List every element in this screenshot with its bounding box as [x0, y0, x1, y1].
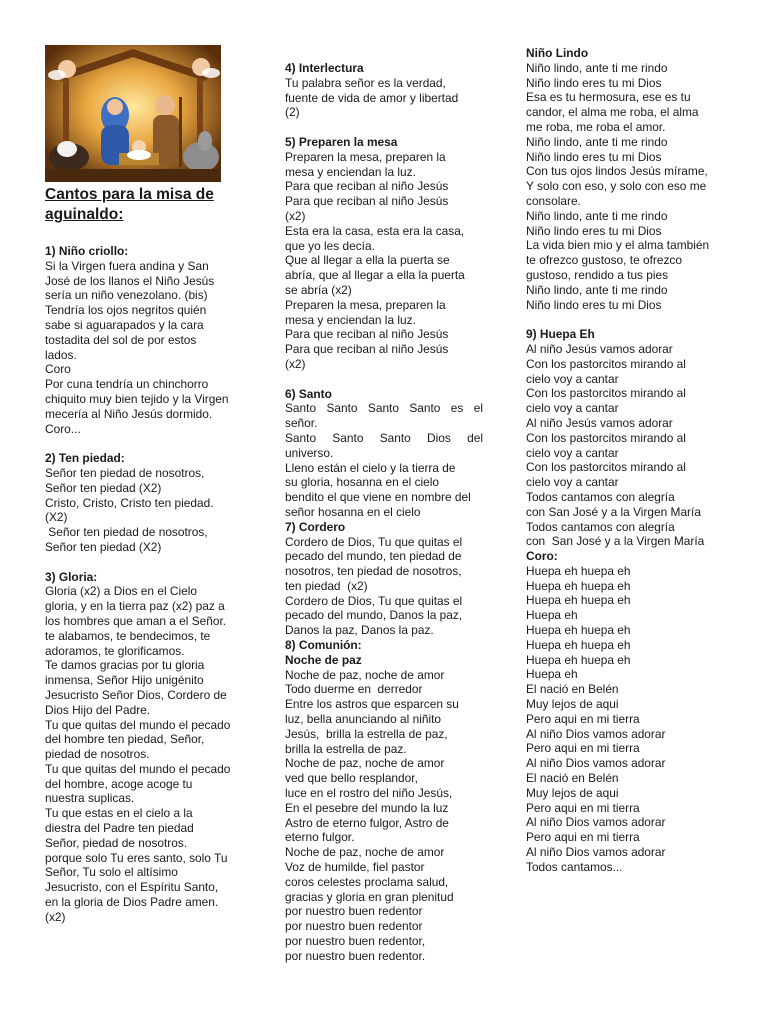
section-gloria: [45, 584, 245, 924]
lyric-line: Niño lindo, ante ti me rindo: [526, 208, 668, 223]
lyric-line: por nuestro buen redentor: [285, 919, 423, 934]
lyric-line: Con tus ojos lindos Jesús mírame,: [526, 164, 708, 179]
document-title: [45, 185, 245, 225]
lyric-line: señor.: [285, 416, 318, 431]
lyric-line: Tu que quitas del mundo el pecado: [45, 761, 231, 776]
lyric-line: tostadita del sol de por estos: [45, 332, 197, 347]
lyric-line: La vida bien mio y el alma también: [526, 238, 710, 253]
lyric-line: El nació en Belén: [526, 682, 619, 697]
lyric-line: Todos cantamos...: [526, 859, 623, 874]
heading-huepa-eh: 9) Huepa Eh: [526, 327, 595, 342]
lyric-line: Santo Santo Santo Santo es el: [285, 401, 483, 416]
lyric-line: Con los pastorcitos mirando al: [526, 356, 686, 371]
lyric-line: Señor, Tu solo el altísimo: [45, 865, 178, 880]
lyric-line: El nació en Belén: [526, 771, 619, 786]
lyric-line: Coro: [45, 362, 71, 377]
lyric-line: Santo Santo Santo Dios del: [285, 430, 483, 445]
lyric-line: bendito el que viene en nombre del: [285, 490, 471, 505]
lyric-line: Niño lindo eres tu mi Dios: [526, 149, 662, 164]
lyric-line: Esa es tu hermosura, ese es tu: [526, 90, 691, 105]
lyric-line: Al niño Dios vamos adorar: [526, 845, 666, 860]
lyric-line: eterno fulgor.: [285, 830, 355, 845]
lyric-line: Cordero de Dios, Tu que quitas el: [285, 534, 463, 549]
lyric-line: Pero aqui en mi tierra: [526, 800, 640, 815]
lyric-line: piedad de nosotros.: [45, 747, 150, 762]
lyric-line: Niño lindo eres tu mi Dios: [526, 75, 662, 90]
lyric-line: Jesús, brilla la estrella de paz,: [285, 726, 448, 741]
lyric-line: cielo voy a cantar: [526, 445, 619, 460]
lyric-line: Por cuna tendría un chinchorro: [45, 377, 209, 392]
lyric-line: Huepa eh huepa eh: [526, 623, 631, 638]
lyric-line: Te damos gracias por tu gloria: [45, 658, 205, 673]
lyric-line: Jesucristo, con el Espíritu Santo,: [45, 880, 219, 895]
lyric-line: Dios Hijo del Padre.: [45, 702, 151, 717]
lyric-line: en la gloria de Dios Padre amen.: [45, 895, 219, 910]
lyric-line: inmensa, Señor Hijo unigénito: [45, 673, 204, 688]
lyric-line: Huepa eh huepa eh: [526, 593, 631, 608]
lyric-line: nuestra suplicas.: [45, 791, 135, 806]
column-3: [526, 46, 726, 875]
lyric-line: me roba, me roba el amor.: [526, 119, 666, 134]
lyric-line: lados.: [45, 347, 77, 362]
lyric-line: Todos cantamos con alegría: [526, 519, 675, 534]
lyric-line: ved que bello resplandor,: [285, 771, 418, 786]
heading-santo: 6) Santo: [285, 386, 332, 401]
lyric-line: José de los llanos el Niño Jesús: [45, 273, 215, 288]
lyric-line: sabe si aguarapados y la cara: [45, 317, 204, 332]
lyric-line: Con los pastorcitos mirando al: [526, 430, 686, 445]
heading-gloria: 3) Gloria:: [45, 569, 98, 584]
lyric-line: pecado del mundo, Danos la paz,: [285, 608, 463, 623]
lyric-line: Huepa eh huepa eh: [526, 652, 631, 667]
section-noche-de-paz: [285, 668, 483, 964]
section-cordero: [285, 535, 483, 639]
lyric-line: (x2): [285, 356, 306, 371]
lyric-line: (2): [285, 105, 300, 120]
lyric-line: Danos la paz, Danos la paz.: [285, 623, 434, 638]
lyric-line: por nuestro buen redentor,: [285, 934, 426, 949]
heading-ten-piedad: 2) Ten piedad:: [45, 451, 125, 466]
lyric-line: Al niño Dios vamos adorar: [526, 815, 666, 830]
section-preparen-la-mesa: [285, 150, 483, 372]
lyric-line: por nuestro buen redentor: [285, 904, 423, 919]
lyric-line: Para que reciban al niño Jesús: [285, 342, 449, 357]
section-huepa-eh: [526, 342, 726, 549]
lyric-line: ten piedad (x2): [285, 578, 368, 593]
lyric-line: Todos cantamos con alegría: [526, 489, 675, 504]
section-huepa-eh-coro: [526, 564, 726, 875]
lyric-line: candor, el alma me roba, el alma: [526, 105, 699, 120]
lyric-line: mecería al Niño Jesús dormido.: [45, 406, 213, 421]
lyric-line: luce en el rostro del niño Jesús,: [285, 786, 453, 801]
lyric-line: Huepa eh: [526, 667, 578, 682]
lyric-line: Tendría los ojos negritos quién: [45, 303, 207, 318]
lyric-line: cielo voy a cantar: [526, 401, 619, 416]
lyric-line: Para que reciban al niño Jesús: [285, 179, 449, 194]
lyric-line: adoramos, te glorificamos.: [45, 643, 185, 658]
lyric-line: Que al llegar a ella la puerta se: [285, 253, 450, 268]
lyric-line: Señor ten piedad (X2): [45, 539, 162, 554]
lyric-line: te ofrezco gustoso, te ofrezco: [526, 253, 682, 268]
heading-preparen-la-mesa: 5) Preparen la mesa: [285, 134, 398, 149]
lyric-line: Huepa eh huepa eh: [526, 563, 631, 578]
section-santo: [285, 401, 483, 519]
heading-noche-de-paz: Noche de paz: [285, 652, 362, 667]
lyric-line: del hombre ten piedad, Señor,: [45, 732, 205, 747]
lyric-line: (X2): [45, 510, 68, 525]
lyric-line: Tu que quitas del mundo el pecado: [45, 717, 231, 732]
lyric-line: Si la Virgen fuera andina y San: [45, 258, 209, 273]
lyric-line: Cristo, Cristo, Cristo ten piedad.: [45, 495, 214, 510]
lyric-line: Todo duerme en derredor: [285, 682, 423, 697]
lyric-line: Y solo con eso, y solo con eso me: [526, 179, 707, 194]
lyric-line: Entre los astros que esparcen su: [285, 697, 459, 712]
lyric-line: fuente de vida de amor y libertad: [285, 90, 459, 105]
lyric-line: Al niño Dios vamos adorar: [526, 756, 666, 771]
lyric-line: Niño lindo, ante ti me rindo: [526, 60, 668, 75]
lyric-line: por nuestro buen redentor.: [285, 948, 426, 963]
lyric-line: mesa y enciendan la luz.: [285, 164, 416, 179]
lyric-line: Muy lejos de aqui: [526, 697, 619, 712]
nativity-illustration: [45, 45, 221, 182]
heading-cordero: 7) Cordero: [285, 519, 346, 534]
lyric-line: Esta era la casa, esta era la casa,: [285, 223, 465, 238]
lyric-line: cielo voy a cantar: [526, 371, 619, 386]
lyric-line: Para que reciban al niño Jesús: [285, 327, 449, 342]
lyric-line: Al niño Jesús vamos adorar: [526, 341, 673, 356]
lyric-line: Niño lindo eres tu mi Dios: [526, 223, 662, 238]
heading-comunion: 8) Comunión:: [285, 638, 362, 653]
lyric-line: brilla la estrella de paz.: [285, 741, 407, 756]
lyric-line: Huepa eh: [526, 608, 578, 623]
nativity-scene-image: [45, 45, 221, 182]
lyric-line: abría, que al llegar a ella la puerta: [285, 268, 465, 283]
lyric-line: Preparen la mesa, preparen la: [285, 297, 446, 312]
lyric-line: Noche de paz, noche de amor: [285, 667, 445, 682]
lyric-line: Coro...: [45, 421, 81, 436]
lyric-line: Con los pastorcitos mirando al: [526, 386, 686, 401]
section-nino-lindo: [526, 61, 726, 313]
heading-coro: Coro:: [526, 549, 558, 564]
lyric-line: Muy lejos de aqui: [526, 785, 619, 800]
lyric-line: Tu palabra señor es la verdad,: [285, 75, 446, 90]
lyric-line: (x2): [285, 208, 306, 223]
lyric-line: Para que reciban al niño Jesús: [285, 194, 449, 209]
title-line-2: aguinaldo:: [45, 206, 124, 223]
lyric-line: universo.: [285, 445, 334, 460]
lyric-line: con San José y a la Virgen María: [526, 504, 701, 519]
lyric-line: (x2): [45, 909, 66, 924]
lyric-line: Huepa eh huepa eh: [526, 637, 631, 652]
lyric-line: su gloria, hosanna en el cielo: [285, 475, 440, 490]
lyric-line: Huepa eh huepa eh: [526, 578, 631, 593]
lyric-line: porque solo Tu eres santo, solo Tu: [45, 850, 228, 865]
lyric-line: luz, bella anunciando al niñito: [285, 712, 442, 727]
lyric-line: con San José y a la Virgen María: [526, 534, 705, 549]
heading-interlectura: 4) Interlectura: [285, 61, 364, 75]
lyric-line: diestra del Padre ten piedad: [45, 821, 194, 836]
lyric-line: Preparen la mesa, preparen la: [285, 149, 446, 164]
lyric-line: Pero aqui en mi tierra: [526, 741, 640, 756]
lyric-line: Noche de paz, noche de amor: [285, 756, 445, 771]
column-2: [285, 61, 483, 964]
lyric-line: Astro de eterno fulgor, Astro de: [285, 815, 449, 830]
lyric-line: Señor ten piedad de nosotros,: [45, 525, 208, 540]
section-nino-criollo: [45, 259, 245, 437]
lyric-line: gustoso, rendido a tus pies: [526, 267, 669, 282]
lyric-line: Niño lindo eres tu mi Dios: [526, 297, 662, 312]
lyric-line: En el pesebre del mundo la luz: [285, 800, 449, 815]
lyric-line: Señor ten piedad de nosotros,: [45, 465, 205, 480]
lyric-line: Jesucristo Señor Dios, Cordero de: [45, 687, 227, 702]
section-ten-piedad: [45, 466, 245, 555]
column-1: [45, 244, 245, 925]
lyric-line: Al niño Dios vamos adorar: [526, 726, 666, 741]
heading-nino-lindo: Niño Lindo: [526, 46, 589, 60]
lyric-line: Niño lindo, ante ti me rindo: [526, 134, 668, 149]
lyric-line: Gloria (x2) a Dios en el Cielo: [45, 584, 197, 599]
lyric-line: te alabamos, te bendecimos, te: [45, 628, 211, 643]
lyric-line: Con los pastorcitos mirando al: [526, 460, 686, 475]
lyric-line: Cordero de Dios, Tu que quitas el: [285, 593, 463, 608]
lyric-line: gloria, y en la tierra paz (x2) paz a: [45, 599, 225, 614]
lyric-line: señor hosanna en el cielo: [285, 504, 421, 519]
heading-nino-criollo: 1) Niño criollo:: [45, 244, 129, 258]
lyric-line: pecado del mundo, ten piedad de: [285, 549, 462, 564]
lyric-line: sería un niño venezolano. (bis): [45, 288, 208, 303]
lyric-line: cielo voy a cantar: [526, 475, 619, 490]
lyric-line: mesa y enciendan la luz.: [285, 312, 416, 327]
lyric-line: del hombre, acoge acoge tu: [45, 776, 193, 791]
lyric-line: Pero aqui en mi tierra: [526, 711, 640, 726]
lyric-line: Al niño Jesús vamos adorar: [526, 415, 673, 430]
lyric-line: Voz de humilde, fiel pastor: [285, 860, 425, 875]
section-interlectura: [285, 76, 483, 120]
title-line-1: Cantos para la misa de: [45, 186, 214, 203]
lyric-line: los hombres que aman a el Señor.: [45, 613, 227, 628]
lyric-line: Lleno están el cielo y la tierra de: [285, 460, 456, 475]
lyric-line: Noche de paz, noche de amor: [285, 845, 445, 860]
lyric-line: gracias y gloria en gran plenitud: [285, 889, 454, 904]
lyric-line: Señor, piedad de nosotros.: [45, 835, 188, 850]
lyric-line: coros celestes proclama salud,: [285, 874, 449, 889]
lyric-line: Tu que estas en el cielo a la: [45, 806, 193, 821]
lyric-line: Señor ten piedad (X2): [45, 480, 162, 495]
lyric-line: nosotros, ten piedad de nosotros,: [285, 564, 462, 579]
lyric-line: Pero aqui en mi tierra: [526, 830, 640, 845]
lyric-line: consolare.: [526, 193, 581, 208]
lyric-line: que yo les decía.: [285, 238, 375, 253]
lyric-line: se abría (x2): [285, 282, 352, 297]
lyric-line: Niño lindo, ante ti me rindo: [526, 282, 668, 297]
lyric-line: chiquito muy bien tejido y la Virgen: [45, 391, 229, 406]
